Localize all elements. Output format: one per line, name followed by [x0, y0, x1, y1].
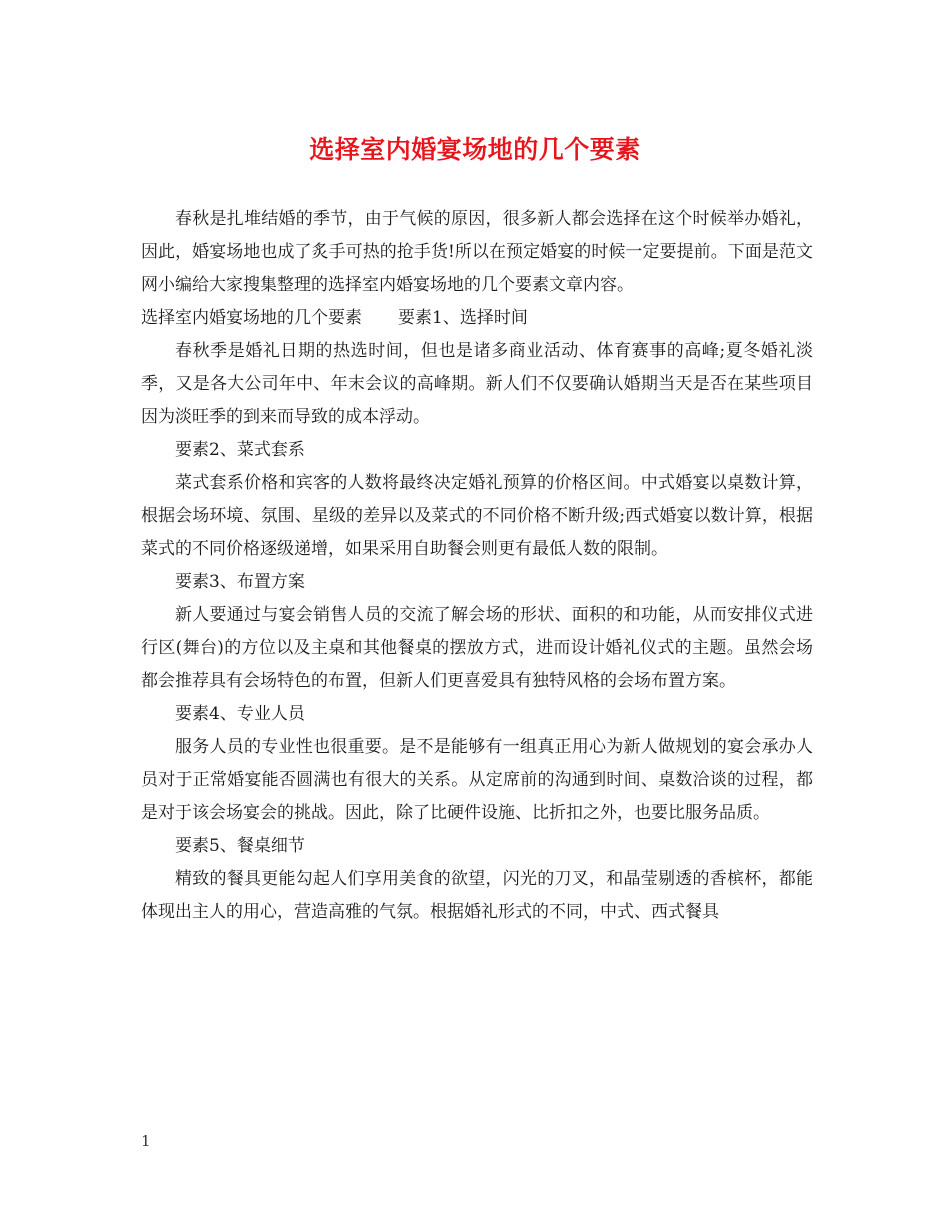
section-heading-4: 要素4、专业人员: [175, 704, 305, 724]
section-heading-3: 要素3、布置方案: [175, 572, 305, 592]
section-paragraph-3: 新人要通过与宴会销售人员的交流了解会场的形状、面积的和功能，从而安排仪式进行区(舞台)的方位以及主桌和其他餐桌的摆放方式，进而设计婚礼仪式的主题。虽然会场都会推荐具有会场特色的布置，但新人们更喜爱具有独特风格的会场布置方案。: [141, 605, 813, 691]
section-paragraph-2: 菜式套系价格和宾客的人数将最终决定婚礼预算的价格区间。中式婚宴以桌数计算，根据会场环境、氛围、星级的差异以及菜式的不同价格不断升级;西式婚宴以数计算，根据菜式的不同价格逐级递增，如果采用自助餐会则更有最低人数的限制。: [141, 473, 813, 559]
document-body: [141, 203, 813, 929]
page-number: 1: [141, 1132, 151, 1150]
subtitle-text: 选择室内婚宴场地的几个要素: [141, 308, 362, 328]
section-heading-5: 要素5、餐桌细节: [175, 836, 305, 856]
section-paragraph-5: 精致的餐具更能勾起人们享用美食的欲望，闪光的刀叉，和晶莹剔透的香槟杯，都能体现出主人的用心，营造高雅的气氛。根据婚礼形式的不同，中式、西式餐具: [141, 869, 813, 922]
section-paragraph-1: 春秋季是婚礼日期的热选时间，但也是诸多商业活动、体育赛事的高峰;夏冬婚礼淡季，又是各大公司年中、年末会议的高峰期。新人们不仅要确认婚期当天是否在某些项目因为淡旺季的到来而导致的成本浮动。: [141, 341, 813, 427]
section-heading-1: 要素1、选择时间: [398, 308, 528, 328]
intro-paragraph: 春秋是扎堆结婚的季节，由于气候的原因，很多新人都会选择在这个时候举办婚礼，因此，婚宴场地也成了炙手可热的抢手货!所以在预定婚宴的时候一定要提前。下面是范文网小编给大家搜集整理的选择室内婚宴场地的几个要素文章内容。: [141, 209, 813, 295]
section-heading-2: 要素2、菜式套系: [175, 440, 305, 460]
section-paragraph-4: 服务人员的专业性也很重要。是不是能够有一组真正用心为新人做规划的宴会承办人员对于正常婚宴能否圆满也有很大的关系。从定席前的沟通到时间、桌数洽谈的过程，都是对于该会场宴会的挑战。因此，除了比硬件设施、比折扣之外，也要比服务品质。: [141, 737, 813, 823]
document-title: 选择室内婚宴场地的几个要素: [309, 135, 641, 164]
subtitle-line: [141, 302, 813, 335]
